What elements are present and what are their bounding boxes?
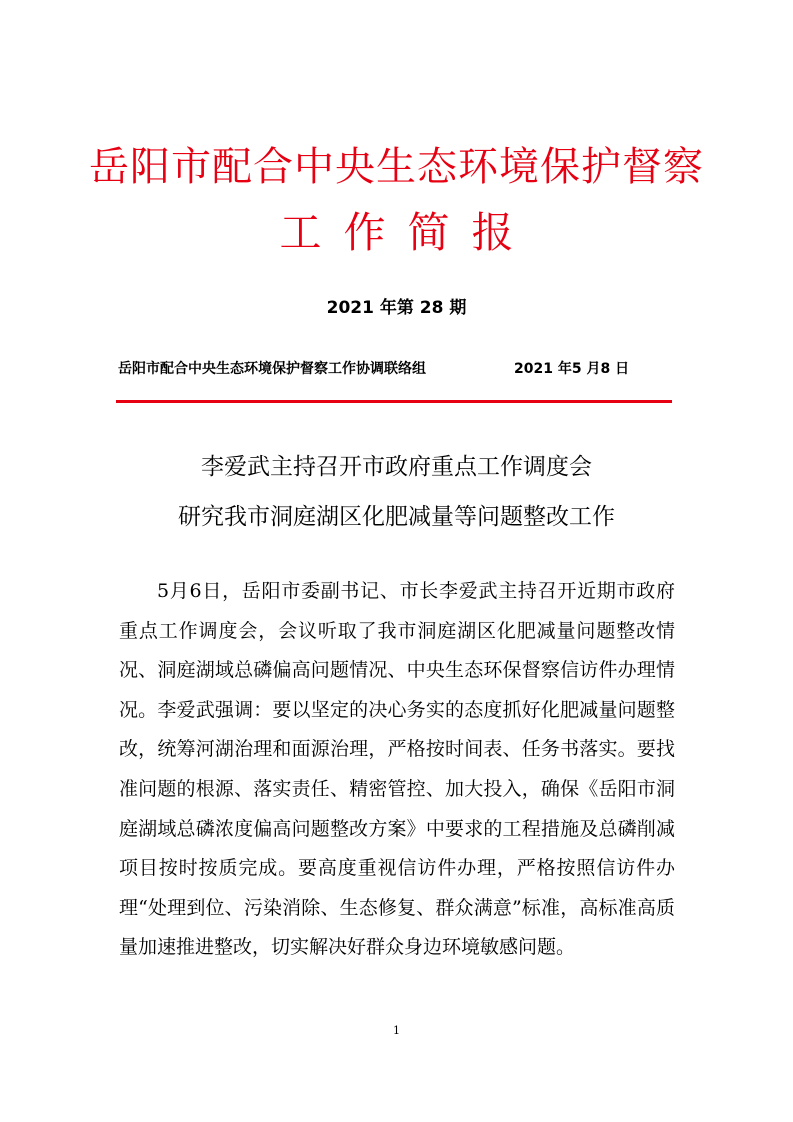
page-number: 1: [393, 1024, 400, 1037]
article-body-paragraph: 5月6日，岳阳市委副书记、市长李爱武主持召开近期市政府重点工作调度会，会议听取了我市洞庭湖区化肥减量问题整改情况、洞庭湖域总磷偏高问题情况、中央生态环保督察信访件办理情况。李爱武强调：要以坚定的决心务实的态度抓好化肥减量问题整改，统筹河湖治理和面源治理，严格按时间表、任务书落实。要找准问题的根源、落实责任、精密管控、加大投入，确保《岳阳市洞庭湖域总磷浓度偏高问题整改方案》中要求的工程措施及总磷削减项目按时按质完成。要高度重视信访件办理，严格按照信访件办理“处理到位、污染消除、生态修复、群众满意”标准，高标准高质量加速推进整改，切实解决好群众身边环境敏感问题。: [119, 580, 675, 959]
masthead-divider: [116, 400, 672, 403]
article-title-line1: 李爱武主持召开市政府重点工作调度会: [201, 454, 592, 480]
issue-date: 2021 年5 月8 日: [514, 361, 630, 377]
article-title-line2: 研究我市洞庭湖区化肥减量等问题整改工作: [178, 504, 615, 530]
masthead-title-line1: 岳阳市配合中央生态环境保护督察: [89, 144, 704, 190]
masthead-title-line2: 工作简报: [279, 208, 536, 257]
issue-number: 2021 年第 28 期: [326, 298, 467, 318]
issuer-name: 岳阳市配合中央生态环境保护督察工作协调联络组: [118, 361, 426, 377]
